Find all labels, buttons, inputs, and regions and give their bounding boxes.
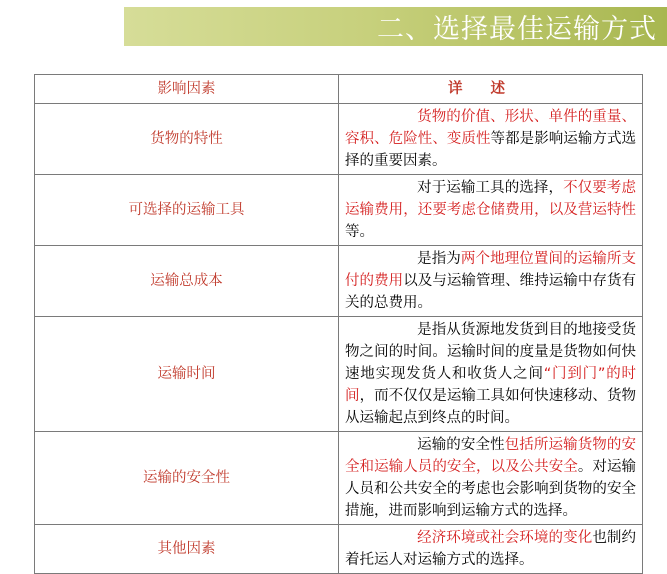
table-row: [35, 175, 643, 246]
detail-text: 运输的安全性: [417, 437, 505, 453]
detail-text: 。对运输人员和公共安全的考虑也会影响到货物的安全措施，进而影响到运输方式的选择。: [345, 459, 637, 519]
table-header-row: [35, 75, 643, 104]
header-detail: 详述: [339, 75, 643, 104]
detail-text: 对于运输工具的选择，: [417, 180, 564, 196]
factor-cell: 运输时间: [35, 317, 339, 432]
page-title: 二、选择最佳运输方式: [377, 14, 657, 45]
factor-cell: 运输总成本: [35, 246, 339, 317]
detail-cell: [339, 432, 643, 525]
detail-text: 是指为: [417, 251, 461, 267]
header-factor: 影响因素: [35, 75, 339, 104]
factors-table: [34, 74, 643, 574]
detail-highlight: 不仅要考虑运输费用，还要考虑仓储费用，以及营运特性: [345, 180, 637, 218]
table-row: [35, 246, 643, 317]
detail-highlight: 经济环境或社会环境的变化: [417, 530, 593, 546]
table-row: [35, 317, 643, 432]
detail-text: 等都是影响运输方式选择的重要因素。: [345, 131, 637, 169]
detail-highlight: 货物的价值、形状、单件的重量、容积、危险性、变质性: [345, 109, 636, 147]
detail-cell: [339, 525, 643, 574]
detail-cell: [339, 175, 643, 246]
factor-cell: 可选择的运输工具: [35, 175, 339, 246]
factor-cell: 其他因素: [35, 525, 339, 574]
detail-text: ，而不仅仅是运输工具如何快速移动、货物从运输起点到终点的时间。: [345, 388, 637, 426]
factor-cell: 货物的特性: [35, 104, 339, 175]
detail-cell: [339, 104, 643, 175]
table-row: [35, 104, 643, 175]
detail-text: 以及与运输管理、维持运输中存货有关的总费用。: [345, 273, 637, 311]
factor-cell: 运输的安全性: [35, 432, 339, 525]
detail-cell: [339, 246, 643, 317]
title-banner: [124, 7, 667, 46]
table-row: [35, 525, 643, 574]
detail-highlight: “门到门”的时间: [345, 366, 637, 404]
detail-text: 也制约着托运人对运输方式的选择。: [345, 530, 637, 568]
detail-text: 等。: [345, 224, 374, 240]
table-row: [35, 432, 643, 525]
detail-highlight: 两个地理位置间的运输所支付的费用: [345, 251, 637, 289]
detail-highlight: 包括所运输货物的安全和运输人员的安全，以及公共安全: [345, 437, 637, 475]
detail-cell: [339, 317, 643, 432]
detail-text: 是指从货源地发货到目的地接受货物之间的时间。运输时间的度量是货物如何快速地实现发货人和收货人之间: [345, 322, 636, 382]
